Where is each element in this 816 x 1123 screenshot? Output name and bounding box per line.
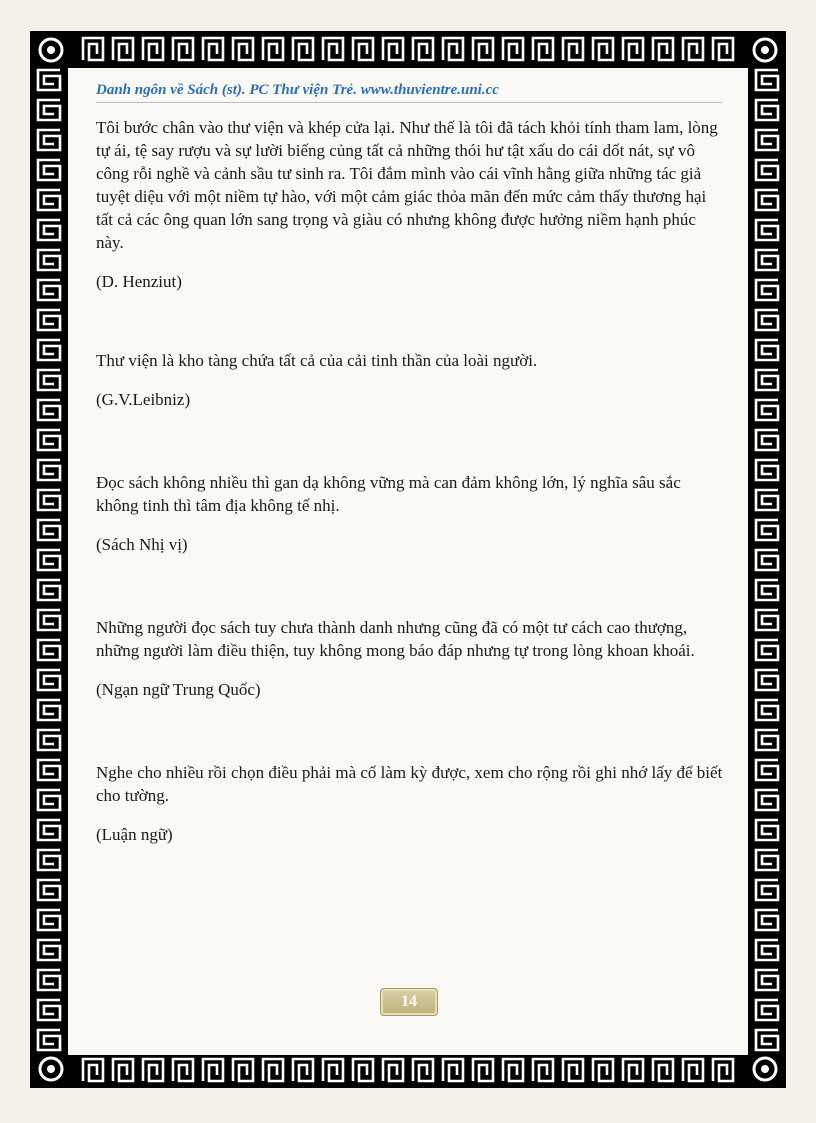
page-number-badge: 14: [380, 988, 438, 1016]
quote-text: Nghe cho nhiều rồi chọn điều phải mà cố làm kỳ được, xem cho rộng rồi ghi nhớ lấy để biết cho tường.: [96, 763, 723, 805]
quote-block: [96, 616, 726, 701]
quote-author: (G.V.Leibniz): [96, 390, 191, 409]
quote-text: Đọc sách không nhiều thì gan dạ không vững mà can đảm không lớn, lý nghĩa sâu sắc không tinh thì tâm địa không tế nhị.: [96, 473, 681, 515]
border-bottom-pattern: [78, 1054, 738, 1086]
border-right-pattern: [750, 65, 784, 1055]
page-header: Danh ngôn về Sách (st). PC Thư viện Trẻ. www.thuvientre.uni.cc: [96, 82, 722, 103]
corner-ornament-icon: [750, 35, 780, 65]
quote-block: [96, 471, 726, 556]
corner-ornament-icon: [36, 1054, 66, 1084]
border-top-pattern: [78, 33, 738, 65]
page-body: [68, 68, 748, 1055]
quote-text: Những người đọc sách tuy chưa thành danh nhưng cũng đã có một tư cách cao thượng, những người làm điều thiện, tuy không mong báo đáp nhưng tự trong lòng khoan khoái.: [96, 618, 695, 660]
quote-author: (Luận ngữ): [96, 825, 173, 844]
quotes-list: [96, 116, 726, 906]
quote-block: [96, 349, 726, 411]
quote-author: (Sách Nhị vị): [96, 535, 188, 554]
corner-ornament-icon: [36, 35, 66, 65]
border-left-pattern: [32, 65, 66, 1055]
quote-block: [96, 116, 726, 293]
quote-text: Tôi bước chân vào thư viện và khép cửa lại. Như thế là tôi đã tách khỏi tính tham lam, lòng tự ái, tệ say rượu và sự lười biếng củng tất cả những thói hư tật xấu do cái dốt nát, sự vô công rỗi nghề và cảnh sầu tư sinh ra. Tôi đắm mình vào cái vĩnh hằng giữa những tác giả tuyệt diệu với một niềm tự hào, với một cảm giác thỏa mãn đến mức cảm thấy thương hại tất cả các ông quan lớn sang trọng và giàu có nhưng không được hưởng niềm hạnh phúc này.: [96, 118, 718, 252]
quote-block: [96, 761, 726, 846]
quote-author: (Ngạn ngữ Trung Quốc): [96, 680, 261, 699]
quote-text: Thư viện là kho tàng chứa tất cả của cải tinh thần của loài người.: [96, 351, 538, 370]
corner-ornament-icon: [750, 1054, 780, 1084]
quote-author: (D. Henziut): [96, 272, 182, 291]
